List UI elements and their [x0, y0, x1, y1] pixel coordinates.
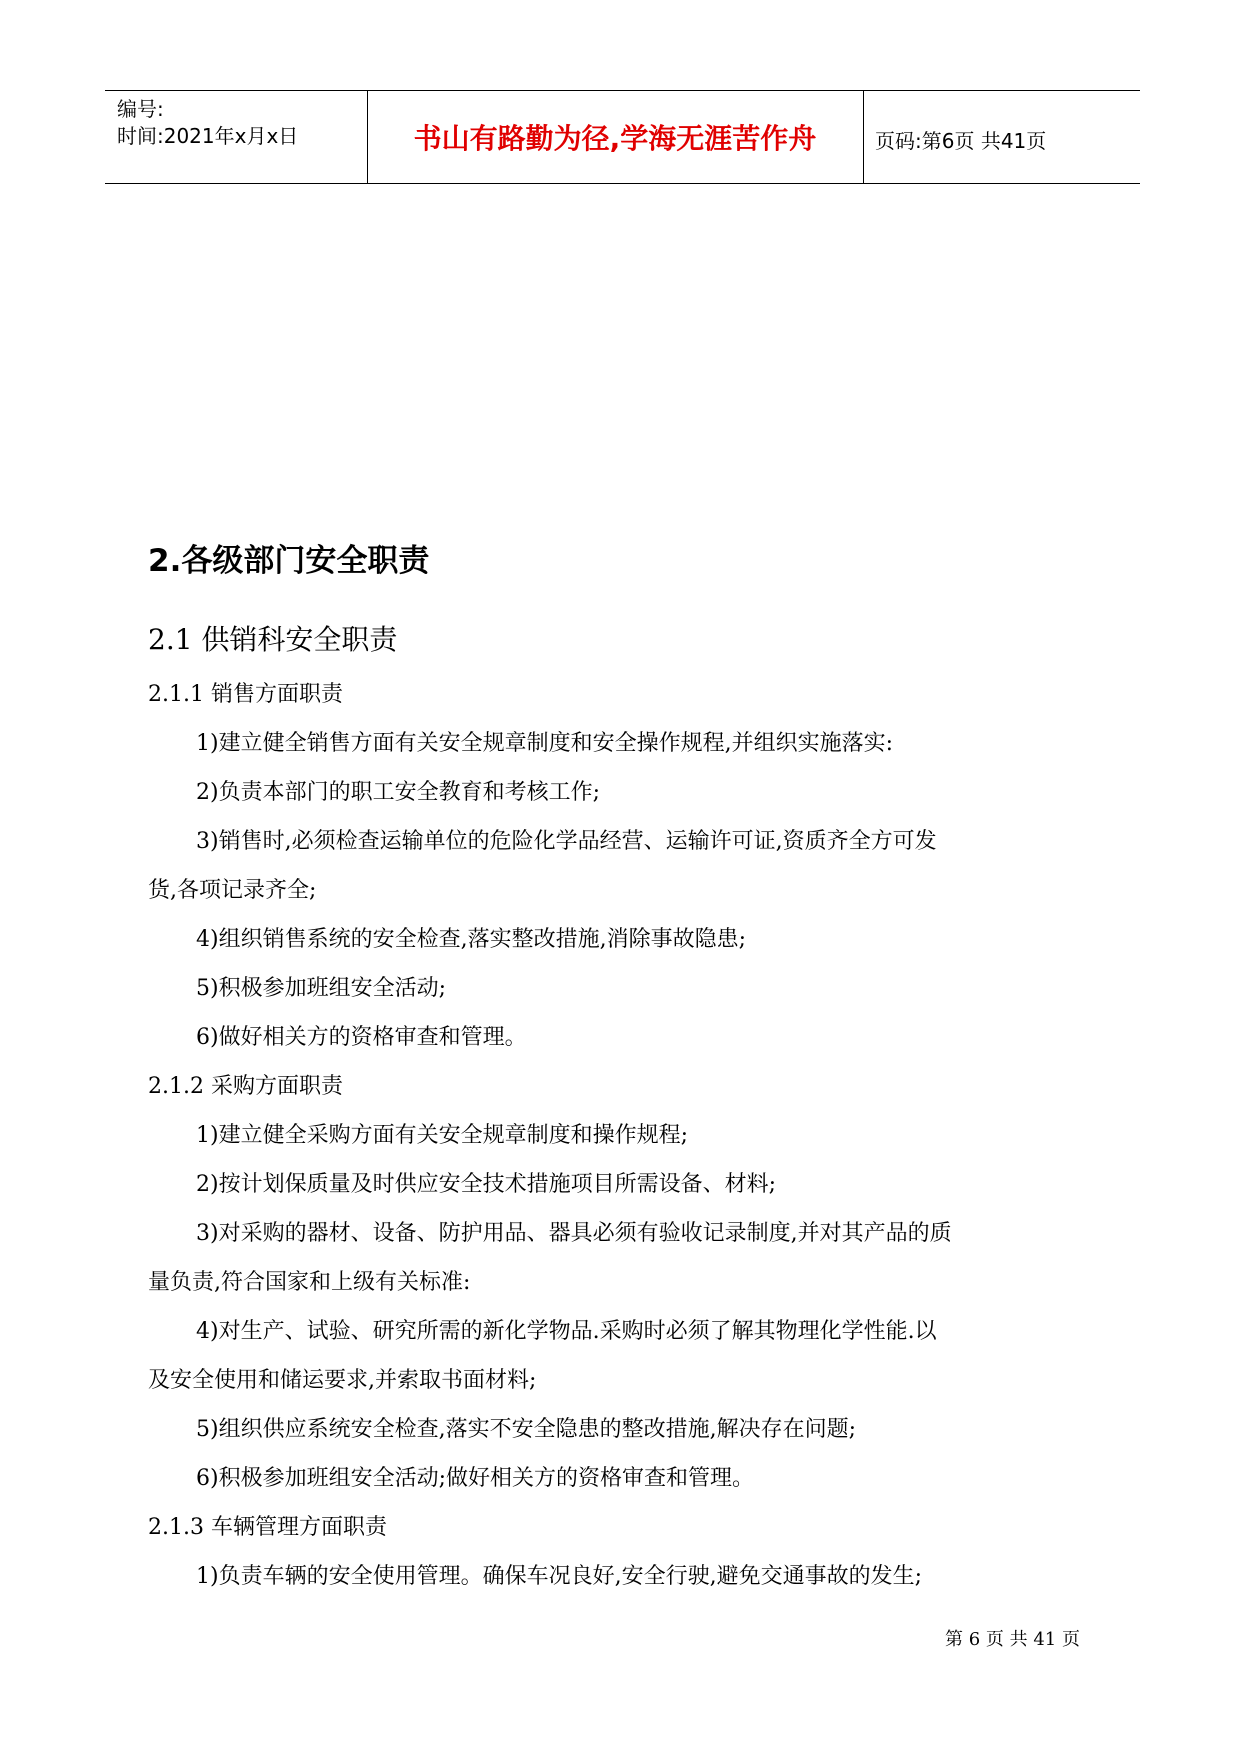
header-info-cell — [105, 91, 368, 183]
paragraph-continuation: 及安全使用和储运要求,并索取书面材料; — [148, 1368, 537, 1393]
paragraph: 3)对采购的器材、设备、防护用品、器具必须有验收记录制度,并对其产品的质 — [196, 1221, 952, 1246]
subsubsection-heading: 2.1.1 销售方面职责 — [148, 682, 343, 707]
paragraph: 2)按计划保质量及时供应安全技术措施项目所需设备、材料; — [196, 1172, 776, 1197]
paragraph: 1)建立健全销售方面有关安全规章制度和安全操作规程,并组织实施落实: — [196, 731, 893, 756]
paragraph: 1)建立健全采购方面有关安全规章制度和操作规程; — [196, 1123, 688, 1148]
document-number-label: 编号: — [117, 97, 164, 121]
paragraph: 2)负责本部门的职工安全教育和考核工作; — [196, 780, 600, 805]
document-time-label: 时间:2021年x月x日 — [117, 124, 299, 148]
paragraph: 4)组织销售系统的安全检查,落实整改措施,消除事故隐患; — [196, 927, 746, 952]
header-motto-cell — [367, 91, 864, 183]
header-page-cell — [863, 91, 1140, 183]
paragraph: 6)做好相关方的资格审查和管理。 — [196, 1025, 527, 1050]
section-heading: 2.各级部门安全职责 — [148, 543, 430, 579]
subsection-heading: 2.1 供销科安全职责 — [148, 623, 398, 656]
motto-text: 书山有路勤为径,学海无涯苦作舟 — [413, 122, 817, 155]
paragraph: 5)组织供应系统安全检查,落实不安全隐患的整改措施,解决存在问题; — [196, 1417, 856, 1442]
page-header — [105, 90, 1140, 184]
paragraph: 5)积极参加班组安全活动; — [196, 976, 446, 1001]
header-page-number: 页码:第6页 共41页 — [875, 129, 1047, 153]
paragraph: 6)积极参加班组安全活动;做好相关方的资格审查和管理。 — [196, 1466, 754, 1491]
paragraph: 4)对生产、试验、研究所需的新化学物品.采购时必须了解其物理化学性能.以 — [196, 1319, 937, 1344]
page-footer: 第 6 页 共 41 页 — [945, 1629, 1080, 1650]
subsubsection-heading: 2.1.3 车辆管理方面职责 — [148, 1515, 387, 1540]
subsubsection-heading: 2.1.2 采购方面职责 — [148, 1074, 343, 1099]
paragraph: 1)负责车辆的安全使用管理。确保车况良好,安全行驶,避免交通事故的发生; — [196, 1564, 922, 1589]
paragraph: 3)销售时,必须检查运输单位的危险化学品经营、运输许可证,资质齐全方可发 — [196, 829, 937, 854]
paragraph-continuation: 量负责,符合国家和上级有关标准: — [148, 1270, 471, 1295]
paragraph-continuation: 货,各项记录齐全; — [148, 878, 317, 903]
